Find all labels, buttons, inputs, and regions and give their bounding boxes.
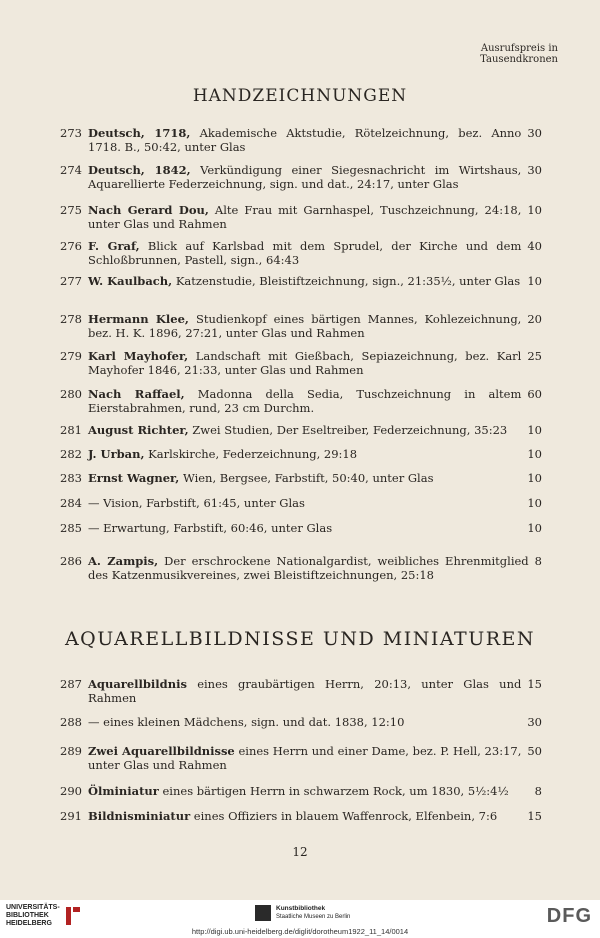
- entry-price: 15: [527, 809, 542, 823]
- entry-price: 10: [527, 471, 542, 485]
- entry-price: 10: [527, 203, 542, 217]
- entry-description: [88, 240, 542, 267]
- catalog-entry: [60, 388, 542, 415]
- entry-text: eines Offiziers in blauem Waffenrock, Elfenbein, 7:6: [190, 809, 498, 823]
- heidelberg-emblem-icon: [64, 905, 82, 927]
- entry-price: 30: [527, 163, 542, 177]
- entry-number: 288: [60, 715, 82, 729]
- kunstbibliothek-title: Kunstbibliothek: [276, 905, 326, 912]
- entry-price: 20: [527, 312, 542, 326]
- entry-text: eines bärtigen Herrn in schwarzem Rock, um 1830, 5½:4½: [158, 784, 509, 798]
- entry-artist: J. Urban,: [88, 447, 145, 461]
- entry-artist: Nach Raffael,: [88, 387, 185, 401]
- catalog-entry: [60, 810, 542, 824]
- entry-text: Madonna della Sedia, Tuschzeichnung in altem Eierstabrahmen, rund, 23 cm Durchm.: [88, 387, 522, 415]
- catalog-entry: [60, 716, 542, 730]
- entry-price: 10: [527, 496, 542, 510]
- entry-description: [88, 388, 542, 415]
- entry-text: — Erwartung, Farbstift, 60:46, unter Glas: [88, 521, 333, 535]
- entry-artist: Nach Gerard Dou,: [88, 203, 209, 217]
- entry-text: Verkündigung einer Siegesnachricht im Wirtshaus, Aquarellierte Federzeichnung, sign. und dat., 24:17, unter Glas: [88, 163, 522, 191]
- entry-price: 10: [527, 521, 542, 535]
- entry-artist: Zwei Aquarellbildnisse: [88, 744, 235, 758]
- page-number: 12: [292, 845, 308, 859]
- entry-number: 279: [60, 349, 82, 363]
- entry-artist: Ernst Wagner,: [88, 471, 180, 485]
- entry-artist: Deutsch, 1718,: [88, 126, 191, 140]
- dfg-logo[interactable]: DFG: [546, 905, 592, 927]
- catalog-entry: [60, 497, 542, 511]
- catalog-entry: [60, 522, 542, 536]
- entry-description: [88, 313, 542, 340]
- entry-description: [88, 448, 542, 462]
- entry-text: Studienkopf eines bärtigen Mannes, Kohlezeichnung, bez. H. K. 1896, 27:21, unter Glas und Rahmen: [88, 312, 522, 340]
- entry-number: 278: [60, 312, 82, 326]
- catalog-entry: [60, 472, 542, 486]
- entry-number: 280: [60, 387, 82, 401]
- entry-text: — Vision, Farbstift, 61:45, unter Glas: [88, 496, 305, 510]
- entry-text: Zwei Studien, Der Eseltreiber, Federzeichnung, 35:23: [188, 423, 508, 437]
- catalog-entry: [60, 745, 542, 772]
- entry-text: Karlskirche, Federzeichnung, 29:18: [144, 447, 358, 461]
- entry-artist: A. Zampis,: [88, 554, 159, 568]
- section-title-handzeichnungen: HANDZEICHNUNGEN: [192, 86, 408, 106]
- entry-number: 277: [60, 274, 82, 288]
- entry-number: 289: [60, 744, 82, 758]
- entry-text: Katzenstudie, Bleistiftzeichnung, sign., 21:35½, unter Glas: [172, 274, 521, 288]
- entry-number: 274: [60, 163, 82, 177]
- entry-artist: August Richter,: [88, 423, 189, 437]
- entry-description: [88, 127, 542, 154]
- entry-description: [88, 785, 542, 799]
- heidelberg-logo-text: UNIVERSITÄTS- BIBLIOTHEK HEIDELBERG: [6, 904, 60, 927]
- entry-number: 284: [60, 496, 82, 510]
- kunstbibliothek-subtitle: Staatliche Museen zu Berlin: [276, 914, 351, 920]
- price-column-header: [480, 43, 558, 65]
- catalog-entry: [60, 204, 542, 231]
- entry-description: [88, 810, 542, 824]
- entry-artist: F. Graf,: [88, 239, 140, 253]
- entry-text: Alte Frau mit Garnhaspel, Tuschzeichnung, 24:18, unter Glas und Rahmen: [88, 203, 522, 231]
- entry-description: [88, 555, 542, 582]
- entry-text: eines Herrn und einer Dame, bez. P. Hell, 23:17, unter Glas und Rahmen: [88, 744, 522, 772]
- entry-number: 275: [60, 203, 82, 217]
- entry-artist: Deutsch, 1842,: [88, 163, 191, 177]
- heidelberg-library-logo[interactable]: [6, 904, 82, 928]
- entry-description: [88, 497, 542, 511]
- entry-artist: Hermann Klee,: [88, 312, 189, 326]
- catalog-entry: [60, 424, 542, 438]
- entry-price: 30: [527, 715, 542, 729]
- entry-text: Wien, Bergsee, Farbstift, 50:40, unter Glas: [179, 471, 434, 485]
- entry-text: Blick auf Karlsbad mit dem Sprudel, der Kirche und dem Schloßbrunnen, Pastell, sign., 64:43: [88, 239, 522, 267]
- entry-number: 283: [60, 471, 82, 485]
- entry-number: 287: [60, 677, 82, 691]
- entry-number: 286: [60, 554, 82, 568]
- entry-text: Akademische Aktstudie, Rötelzeichnung, bez. Anno 1718. B., 50:42, unter Glas: [88, 126, 522, 154]
- catalog-entry: [60, 275, 542, 289]
- catalog-entry: [60, 785, 542, 799]
- entry-description: [88, 716, 542, 730]
- entry-artist: Bildnisminiatur: [88, 809, 191, 823]
- entry-description: [88, 275, 542, 289]
- entry-description: [88, 522, 542, 536]
- entry-number: 290: [60, 784, 82, 798]
- entry-text: Landschaft mit Gießbach, Sepiazeichnung, bez. Karl Mayhofer 1846, 21:33, unter Glas und Rahmen: [88, 349, 522, 377]
- source-url[interactable]: http://digi.ub.uni-heidelberg.de/diglit/dorotheum1922_11_14/0014: [191, 927, 409, 936]
- catalog-entry: [60, 678, 542, 705]
- entry-description: [88, 164, 542, 191]
- entry-description: [88, 678, 542, 705]
- footer-bar: [0, 900, 600, 938]
- entry-price: 30: [527, 126, 542, 140]
- catalog-entry: [60, 350, 542, 377]
- price-header-line-1: Ausrufspreis in: [480, 43, 558, 54]
- entry-artist: Ölminiatur: [88, 784, 159, 798]
- catalog-entry: [60, 313, 542, 340]
- catalog-entry: [60, 240, 542, 267]
- catalog-entry: [60, 448, 542, 462]
- entry-artist: Aquarellbildnis: [88, 677, 187, 691]
- entry-number: 276: [60, 239, 82, 253]
- entry-number: 273: [60, 126, 82, 140]
- entry-price: 8: [534, 784, 542, 798]
- entry-number: 291: [60, 809, 82, 823]
- entry-text: Der erschrockene Nationalgardist, weibliches Ehrenmitglied des Katzenmusikvereines, zwei Bleistiftzeichnungen, 25:18: [88, 554, 529, 582]
- catalog-entry: [60, 164, 542, 191]
- entry-price: 25: [527, 349, 542, 363]
- price-header-line-2: Tausendkronen: [480, 54, 558, 65]
- section-title-aquarellbildnisse: AQUARELLBILDNISSE UND MINIATUREN: [64, 628, 536, 650]
- entry-number: 282: [60, 447, 82, 461]
- entry-price: 10: [527, 274, 542, 288]
- entry-price: 50: [527, 744, 542, 758]
- entry-number: 281: [60, 423, 82, 437]
- entry-price: 8: [534, 554, 542, 568]
- entry-artist: W. Kaulbach,: [88, 274, 173, 288]
- entry-text: eines graubärtigen Herrn, 20:13, unter Glas und Rahmen: [88, 677, 522, 705]
- entry-price: 60: [527, 387, 542, 401]
- entry-description: [88, 350, 542, 377]
- entry-description: [88, 204, 542, 231]
- entry-description: [88, 424, 542, 438]
- kunstbibliothek-emblem-icon: [255, 905, 271, 921]
- entry-price: 15: [527, 677, 542, 691]
- entry-price: 40: [527, 239, 542, 253]
- entry-number: 285: [60, 521, 82, 535]
- entry-description: [88, 745, 542, 772]
- entry-text: — eines kleinen Mädchens, sign. und dat. 1838, 12:10: [88, 715, 405, 729]
- catalog-entry: [60, 555, 542, 582]
- kunstbibliothek-logo[interactable]: [255, 905, 350, 921]
- catalog-entry: [60, 127, 542, 154]
- entry-artist: Karl Mayhofer,: [88, 349, 189, 363]
- entry-price: 10: [527, 447, 542, 461]
- entry-description: [88, 472, 542, 486]
- entry-price: 10: [527, 423, 542, 437]
